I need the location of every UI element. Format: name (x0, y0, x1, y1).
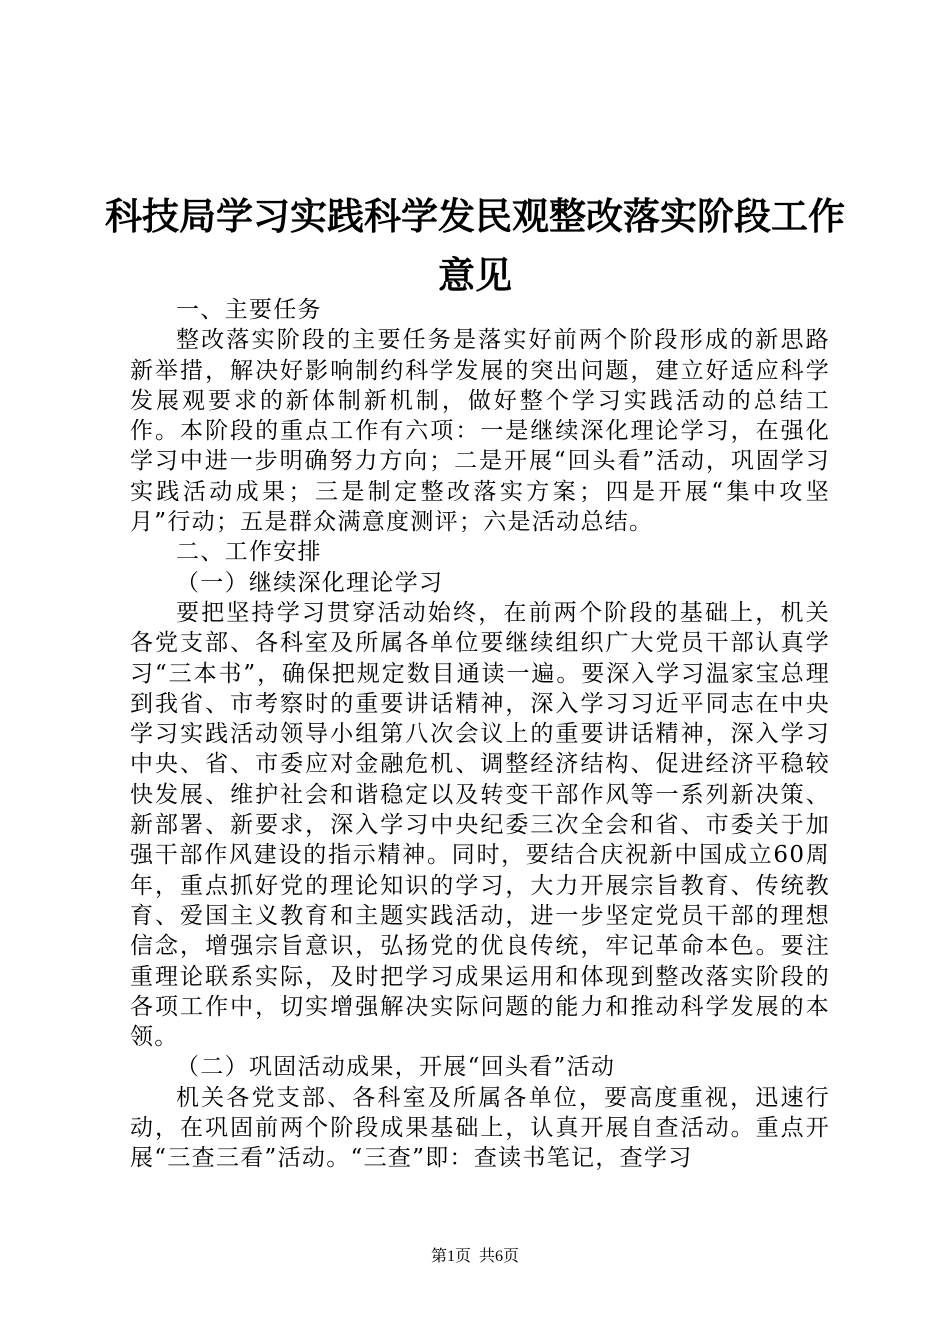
subsection-heading-look-back: （二）巩固活动成果，开展“回头看”活动 (176, 1054, 616, 1081)
section-heading-main-tasks: 一、主要任务 (176, 297, 322, 323)
page-number: 第1页 (430, 1248, 471, 1265)
section-heading-work-arrangement: 二、工作安排 (176, 539, 322, 566)
subsection-heading-theory-study: （一）继续深化理论学习 (176, 569, 444, 596)
paragraph-look-back: 机关各党支部、各科室及所属各单位，要高度重视，迅速行动，在巩固前两个阶段成果基础上，认真开展自查活动。重点开展“三查三看”活动。“三查”即：查读书笔记，查学习 (130, 1084, 830, 1172)
document-body (130, 295, 830, 1174)
page-total: 共6页 (479, 1248, 520, 1265)
paragraph-main-tasks: 整改落实阶段的主要任务是落实好前两个阶段形成的新思路新举措，解决好影响制约科学发展的突出问题，建立好适应科学发展观要求的新体制新机制，做好整个学习实践活动的总结工作。本阶段的重点工作有六项：一是继续深化理论学习，在强化学习中进一步明确努力方向；二是开展“回头看”活动，巩固学习实践活动成果；三是制定整改落实方案；四是开展“集中攻坚月”行动；五是群众满意度测评；六是活动总结。 (130, 327, 830, 536)
document-title-line-1: 科技局学习实践科学发民观整改落实阶段工作 (105, 194, 845, 238)
document-title-line-2: 意见 (438, 253, 512, 297)
page-footer (0, 1243, 950, 1266)
paragraph-theory-study: 要把坚持学习贯穿活动始终，在前两个阶段的基础上，机关各党支部、各科室及所属各单位要继续组织广大党员干部认真学习“三本书”，确保把规定数目通读一遍。要深入学习温家宝总理到我省、市考察时的重要讲话精神，深入学习习近平同志在中央学习实践活动领导小组第八次会议上的重要讲话精神，深入学习中央、省、市委应对金融危机、调整经济结构、促进经济平稳较快发展、维护社会和谐稳定以及转变干部作风等一系列新决策、新部署、新要求，深入学习中央纪委三次全会和省、市委关于加强干部作风建设的指示精神。同时，要结合庆祝新中国成立60周年，重点抓好党的理论知识的学习，大力开展宗旨教育、传统教育、爱国主义教育和主题实践活动，进一步坚定党员干部的理想信念，增强宗旨意识，弘扬党的优良传统，牢记革命本色。要注重理论联系实际，及时把学习成果运用和体现到整改落实阶段的各项工作中，切实增强解决实际问题的能力和推动科学发展的本领。 (130, 599, 830, 1051)
